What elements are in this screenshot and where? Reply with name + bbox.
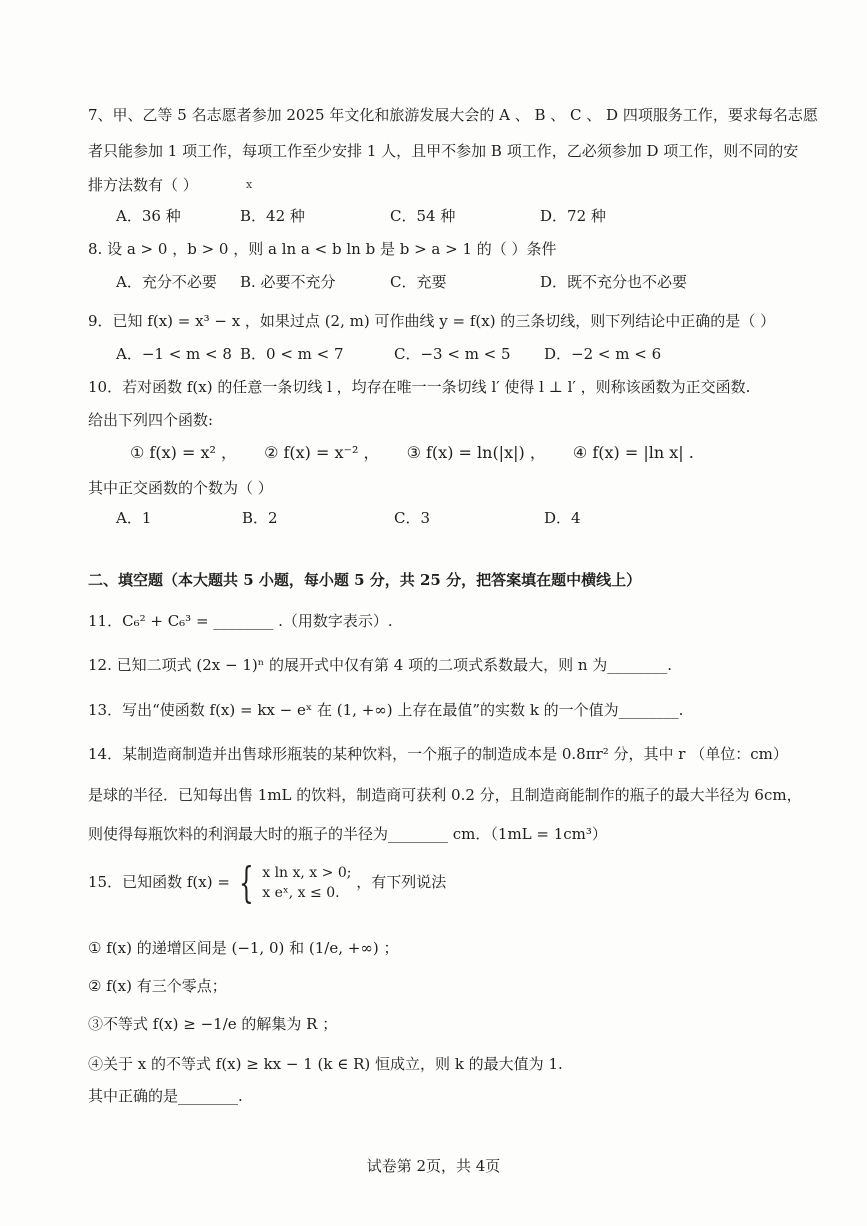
q15-statement-4: ④关于 x 的不等式 f(x) ≥ kx − 1 (k ∈ R) 恒成立，则 k 的最大值为 1. (88, 1055, 563, 1073)
q15-statement-3: ③不等式 f(x) ≥ −1/e 的解集为 R ； (88, 1015, 338, 1033)
page-footer: 试卷第 2页，共 4页 (366, 1157, 501, 1175)
q10-option-d: D．4 (544, 509, 581, 527)
q15-suffix: ，有下列说法 (356, 873, 447, 891)
q15-case-2: x eˣ, x ≤ 0. (262, 885, 340, 901)
q14-line-2: 是球的半径．已知每出售 1mL 的饮料，制造商可获利 0.2 分，且制造商能制作的瓶子的最大半径为 6cm， (88, 786, 802, 804)
q10-stem: 10．若对函数 f(x) 的任意一条切线 l ，均存在唯一一条切线 l′ 使得 l ⊥ l′ ，则称该函数为正交函数. (88, 378, 751, 396)
q10-question: 其中正交函数的个数为（ ） (88, 479, 273, 497)
q7-option-b: B．42 种 (240, 207, 305, 225)
q10-function-list (130, 441, 716, 465)
q9-stem: 9．已知 f(x) = x³ − x ，如果过点 (2, m) 可作曲线 y = f(x) 的三条切线，则下列结论中正确的是（ ） (88, 312, 776, 330)
q7-line-3: 排方法数有（ ） (88, 176, 198, 194)
section-heading-fill-in: 二、填空题（本大题共 5 小题，每小题 5 分，共 25 分，把答案填在题中横线上） (88, 571, 642, 589)
q10-option-c: C．3 (394, 509, 431, 527)
q7-option-c: C．54 种 (390, 207, 456, 225)
q9-option-c: C．−3 < m < 5 (394, 345, 511, 363)
q15-prefix: 15．已知函数 f(x) = (88, 873, 230, 891)
q10-function-4: ④ f(x) = |ln x| . (572, 443, 694, 462)
piecewise-brace: { (238, 858, 254, 907)
q8-option-c: C．充要 (390, 273, 447, 291)
q7-line-2: 者只能参加 1 项工作，每项工作至少安排 1 人，且甲不参加 B 项工作，乙必须参加 D 项工作，则不同的安 (88, 142, 799, 160)
q10-given: 给出下列四个函数: (88, 411, 214, 429)
q10-function-2: ② f(x) = x⁻² ， (264, 443, 380, 462)
q10-option-a: A．1 (116, 509, 152, 527)
q14-line-3: 则使得每瓶饮料的利润最大时的瓶子的半径为________ cm．（1mL = 1cm³） (88, 825, 607, 843)
q9-option-a: A．−1 < m < 8 (116, 345, 232, 363)
q10-option-b: B．2 (242, 509, 278, 527)
q15-cases (262, 863, 351, 903)
handwritten-mark: x (246, 178, 253, 191)
q8-option-a: A．充分不必要 (116, 273, 217, 291)
q7-option-a: A．36 种 (116, 207, 181, 225)
q10-function-3: ③ f(x) = ln(|x|) ， (406, 443, 546, 462)
q12-stem: 12. 已知二项式 (2x − 1)ⁿ 的展开式中仅有第 4 项的二项式系数最大，则 n 为________. (88, 656, 673, 674)
q15-stem (88, 858, 447, 907)
q7-option-d: D．72 种 (540, 207, 606, 225)
q8-stem: 8. 设 a > 0 ，b > 0 ，则 a ln a < b ln b 是 b > a > 1 的（ ）条件 (88, 240, 557, 258)
q14-line-1: 14．某制造商制造并出售球形瓶装的某种饮料，一个瓶子的制造成本是 0.8πr² 分，其中 r （单位：cm） (88, 745, 788, 763)
q15-ask: 其中正确的是________. (88, 1087, 243, 1105)
q7-line-1: 7、甲、乙等 5 名志愿者参加 2025 年文化和旅游发展大会的 A 、 B 、 C 、 D 四项服务工作，要求每名志愿 (88, 106, 818, 124)
q15-case-1: x ln x, x > 0; (262, 865, 352, 881)
q15-statement-1: ① f(x) 的递增区间是 (−1, 0) 和 (1/e, +∞) ； (88, 939, 399, 957)
q8-option-b: B. 必要不充分 (240, 273, 336, 291)
q9-option-d: D．−2 < m < 6 (544, 345, 662, 363)
q11-stem: 11．C₆² + C₆³ = ________ .（用数字表示）. (88, 612, 393, 630)
q15-statement-2: ② f(x) 有三个零点； (88, 977, 227, 995)
q9-option-b: B．0 < m < 7 (240, 345, 344, 363)
q13-stem: 13．写出“使函数 f(x) = kx − eˣ 在 (1, +∞) 上存在最值”的实数 k 的一个值为________. (88, 701, 684, 719)
q8-option-d: D．既不充分也不必要 (540, 273, 688, 291)
q10-function-1: ① f(x) = x² ， (130, 443, 237, 462)
